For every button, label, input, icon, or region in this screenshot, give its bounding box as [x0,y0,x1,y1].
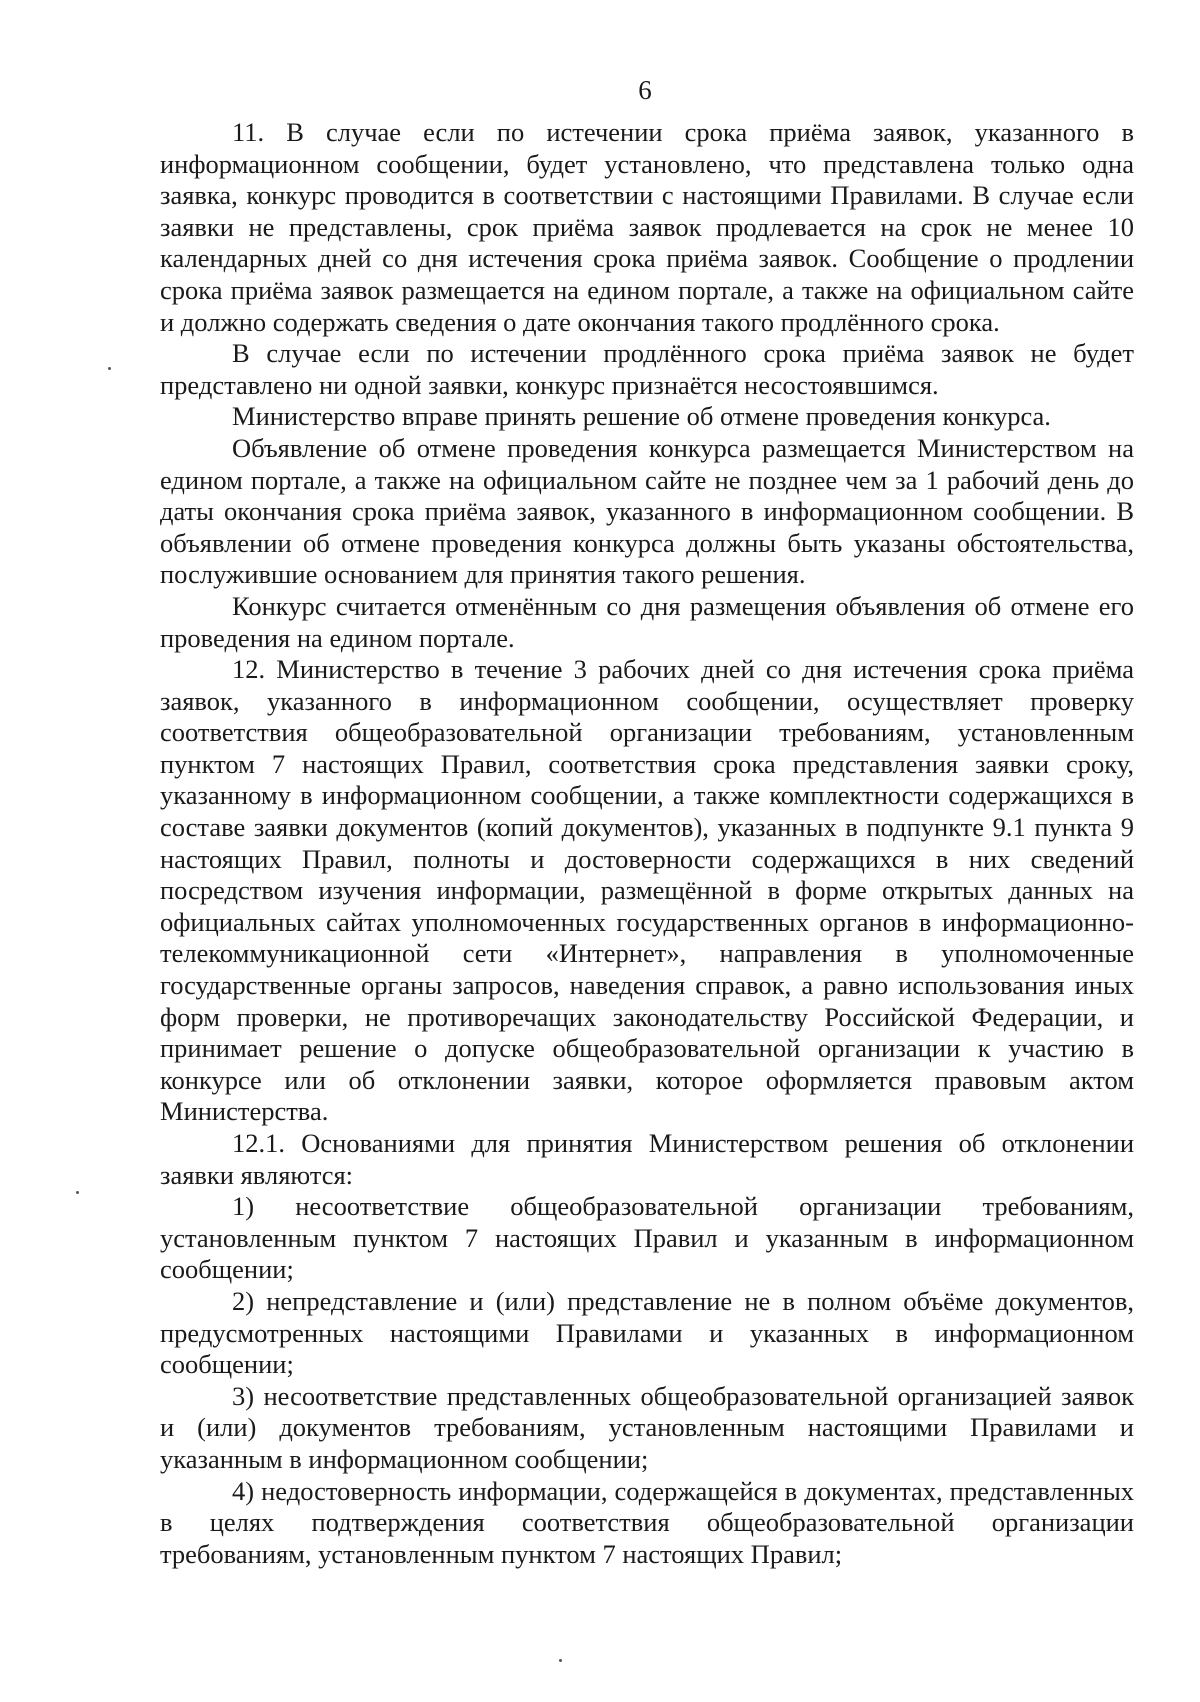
list-item-1: 1) несоответствие общеобразовательной организации требованиям, установленным пунктом 7 настоящих Правил и указанным в информационном сообщении; [160,1191,1134,1285]
scan-speck [108,367,111,370]
list-item-3: 3) несоответствие представленных общеобразовательной организацией заявок и (или) документов требованиям, установленным настоящими Правилами и указанным в информационном сообщении; [160,1380,1134,1474]
paragraph-12: 12. Министерство в течение 3 рабочих дней со дня истечения срока приёма заявок, указанного в информационном сообщении, осуществляет проверку соответствия общеобразовательной организации требованиям, установленным пунктом 7 настоящих Правил, соответствия срока представления заявки сроку, указанному в информационном сообщении, а также комплектности содержащихся в составе заявки документов (копий документов), указанных в подпункте 9.1 пункта 9 настоящих Правил, полноты и достоверности содержащихся в них сведений посредством изучения информации, размещённой в форме открытых данных на официальных сайтах уполномоченных государственных органов в информационно-телекоммуникационной сети «Интернет», направления в уполномоченные государственные органы запросов, наведения справок, а равно использования иных форм проверки, не противоречащих законодательству Российской Федерации, и принимает решение о допуске общеобразовательной организации к участию в конкурсе или об отклонении заявки, которое оформляется правовым актом Министерства. [160,654,1134,1127]
list-item-4: 4) недостоверность информации, содержащейся в документах, представленных в целях подтверждения соответствия общеобразовательной организации требованиям, установленным пунктом 7 настоящих Правил; [160,1475,1134,1569]
paragraph-11: 11. В случае если по истечении срока приёма заявок, указанного в информационном сообщении, будет установлено, что представлена только одна заявка, конкурс проводится в соответствии с настоящими Правилами. В случае если заявки не представлены, срок приёма заявок продлевается на срок не менее 10 календарных дней со дня истечения срока приёма заявок. Сообщение о продлении срока приёма заявок размещается на едином портале, а также на официальном сайте и должно содержать сведения о дате окончания такого продлённого срока. [160,117,1134,337]
paragraph-cancel-right: Министерство вправе принять решение об отмене проведения конкурса. [232,401,1051,432]
document-body [160,117,1134,1570]
list-item-2: 2) непредставление и (или) представление не в полном объёме документов, предусмотренных настоящими Правилами и указанных в информационном сообщении; [160,1285,1134,1380]
paragraph-cancel-effective: Конкурс считается отменённым со дня размещения объявления об отмене его проведения на едином портале. [160,590,1134,653]
paragraph-extension: В случае если по истечении продлённого срока приёма заявок не будет представлено ни одной заявки, конкурс признаётся несостоявшимся. [160,338,1134,400]
page-number: 6 [638,75,652,105]
scan-speck [76,1191,79,1194]
paragraph-12-1: 12.1. Основаниями для принятия Министерством решения об отклонении заявки являются: [160,1128,1134,1190]
paragraph-cancel-notice: Объявление об отмене проведения конкурса размещается Министерством на едином портале, а также на официальном сайте не позднее чем за 1 рабочий день до даты окончания срока приёма заявок, указанного в информационном сообщении. В объявлении об отмене проведения конкурса должны быть указаны обстоятельства, послужившие основанием для принятия такого решения. [160,432,1134,590]
scan-speck [559,1659,562,1662]
